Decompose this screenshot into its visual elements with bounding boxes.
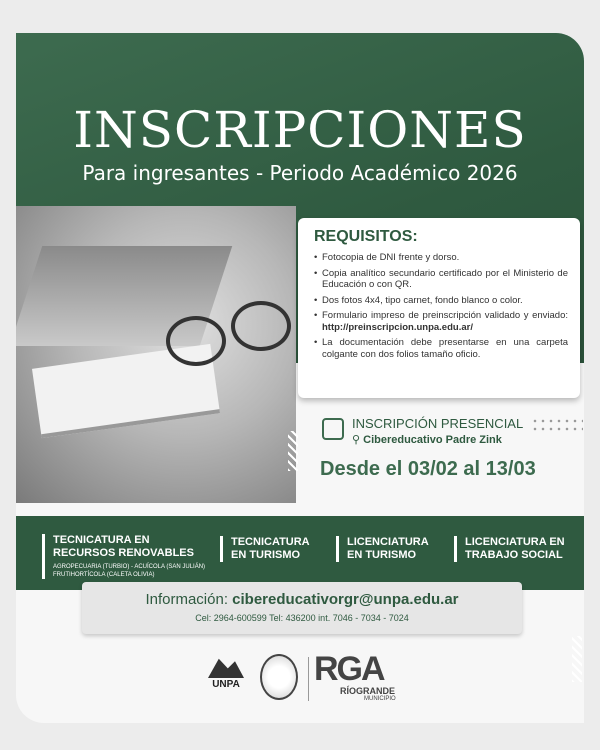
flyer-card	[16, 33, 584, 723]
info-phones: Cel: 2964-600599 Tel: 436200 int. 7046 - 7034 - 7024	[195, 613, 409, 623]
career-title: TECNICATURA EN TURISMO	[231, 536, 310, 561]
career-item	[220, 536, 320, 562]
study-photo	[16, 206, 296, 503]
glasses-shape	[166, 316, 226, 366]
divider	[308, 657, 309, 701]
info-line	[82, 591, 522, 608]
rga-logo-sub: RÍOGRANDE	[340, 686, 396, 696]
date-range: Desde el 03/02 al 13/03	[320, 458, 536, 480]
province-seal-icon	[260, 654, 298, 700]
list-item: • Copia analítico secundario certificado por el Ministerio de Educación o con QR.	[314, 268, 568, 291]
unpa-logo-text: UNPA	[212, 679, 240, 690]
glasses-shape	[231, 301, 291, 351]
unpa-logo	[208, 654, 244, 702]
presencial-title: INSCRIPCIÓN PRESENCIAL	[352, 416, 524, 431]
rga-logo	[314, 651, 396, 702]
requirements-list	[314, 252, 568, 360]
career-item	[454, 536, 574, 562]
career-title: LICENCIATURA EN TURISMO	[347, 536, 429, 561]
presencial-location: ⚲ Cibereducativo Padre Zink	[352, 434, 502, 446]
career-item	[42, 534, 212, 579]
decor-stripes	[288, 431, 298, 471]
location-text: Cibereducativo Padre Zink	[363, 434, 502, 446]
list-item	[314, 310, 568, 333]
career-subtitle: AGROPECUARIA (TURBIO) - ACUÍCOLA (SAN JULIÁN) FRUTIHORTÍCOLA (CALETA OLIVIA)	[53, 564, 206, 578]
preinscripcion-link[interactable]: http://preinscripcion.unpa.edu.ar/	[322, 321, 473, 333]
list-item-text: Formulario impreso de preinscripción validado y enviado:	[322, 310, 568, 321]
flyer-subtitle: Para ingresantes - Periodo Académico 2026	[82, 161, 518, 185]
list-item: • Dos fotos 4x4, tipo carnet, fondo blanco o color.	[314, 295, 568, 307]
careers-band	[16, 516, 584, 590]
rga-logo-text: RGA	[314, 650, 384, 688]
requirements-box	[298, 218, 580, 398]
requirements-heading: REQUISITOS:	[314, 228, 418, 245]
form-icon	[322, 418, 344, 440]
list-item: • La documentación debe presentarse en una carpeta colgante con dos folios tamaño oficio.	[314, 337, 568, 360]
info-box	[82, 582, 522, 634]
mountain-icon	[208, 654, 244, 678]
rga-logo-muni: MUNICIPIO	[364, 696, 396, 702]
decor-dots	[531, 417, 583, 435]
logos-row	[16, 651, 584, 711]
career-title: LICENCIATURA EN TRABAJO SOCIAL	[465, 536, 565, 561]
career-title: TECNICATURA EN RECURSOS RENOVABLES	[53, 534, 194, 559]
info-email[interactable]: cibereducativorgr@unpa.edu.ar	[232, 591, 459, 608]
career-item	[336, 536, 446, 562]
info-label: Información:	[145, 591, 228, 608]
flyer-title: INSCRIPCIONES	[73, 101, 527, 159]
list-item: • Fotocopia de DNI frente y dorso.	[314, 252, 568, 264]
